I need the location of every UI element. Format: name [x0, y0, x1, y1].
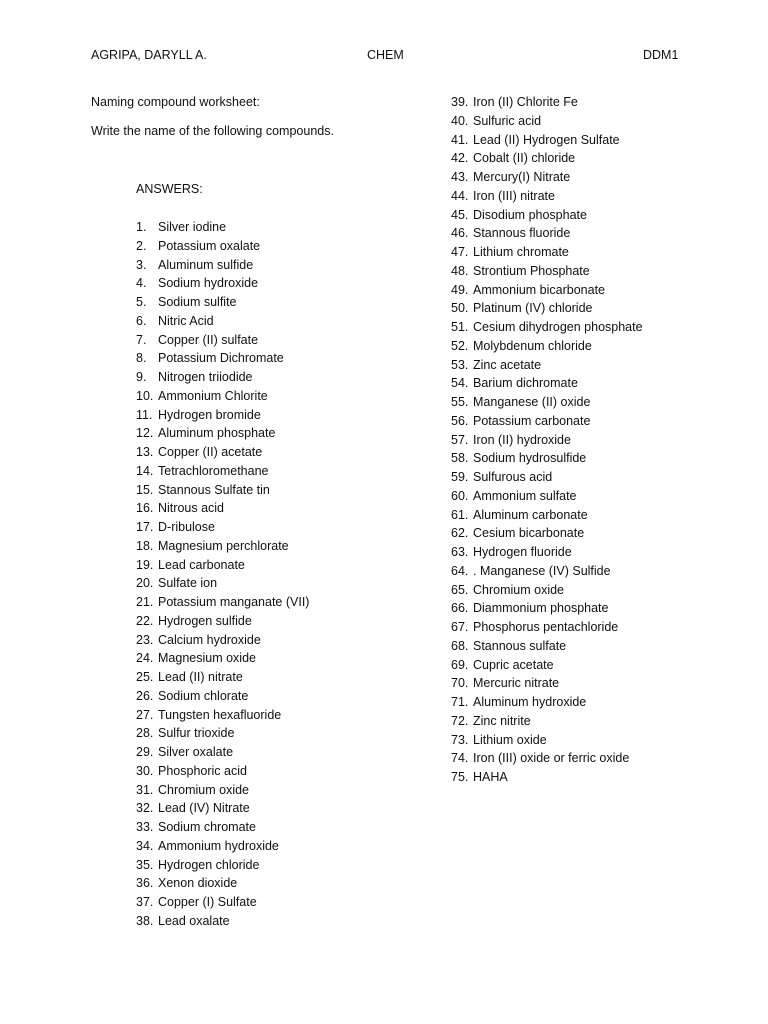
- answer-item: [136, 519, 309, 538]
- answer-text: . Manganese (IV) Sulfide: [473, 563, 611, 578]
- answer-number: 14.: [136, 463, 154, 478]
- answer-number: 60.: [451, 488, 469, 503]
- answer-text: Copper (II) acetate: [158, 445, 263, 459]
- answer-item: [136, 444, 309, 463]
- answer-text: Lead (II) nitrate: [158, 670, 243, 684]
- answer-number: 37.: [136, 895, 154, 909]
- answer-item: [451, 507, 643, 526]
- answer-item: [451, 713, 643, 732]
- answer-text: Ammonium hydroxide: [158, 838, 279, 853]
- answer-text: Platinum (IV) chloride: [473, 301, 593, 316]
- section-label: DDM1: [643, 48, 679, 62]
- answer-number: 73.: [451, 732, 469, 747]
- answer-text: Sulfate ion: [158, 576, 218, 591]
- answer-text: Sulfurous acid: [473, 470, 553, 484]
- answer-text: Lithium chromate: [473, 245, 569, 259]
- answer-text: Barium dichromate: [473, 376, 578, 391]
- answer-text: Aluminum phosphate: [158, 426, 276, 441]
- answer-item: [136, 557, 309, 576]
- answer-number: 32.: [136, 801, 154, 816]
- answer-item: [451, 357, 643, 376]
- answer-number: 29.: [136, 745, 154, 759]
- answer-number: 62.: [451, 526, 469, 541]
- answer-item: [136, 313, 309, 332]
- answer-number: 66.: [451, 601, 469, 616]
- subject-label: CHEM: [367, 48, 404, 62]
- answer-item: [451, 338, 643, 357]
- answer-text: Lithium oxide: [473, 732, 547, 747]
- answer-item: [136, 800, 309, 819]
- answer-item: [136, 425, 309, 444]
- answer-number: 30.: [136, 763, 154, 778]
- answer-text: Cupric acetate: [473, 657, 554, 672]
- answer-number: 53.: [451, 357, 469, 372]
- answer-number: 56.: [451, 413, 469, 428]
- answer-number: 24.: [136, 651, 154, 666]
- answer-item: [136, 538, 309, 557]
- answer-number: 19.: [136, 557, 154, 572]
- answer-number: 1.: [136, 220, 147, 234]
- answer-number: 58.: [451, 451, 469, 466]
- answer-number: 13.: [136, 445, 154, 459]
- answer-number: 61.: [451, 507, 469, 522]
- answer-item: [451, 675, 643, 694]
- worksheet-instruction: Write the name of the following compounds.: [91, 124, 334, 138]
- answer-item: [136, 782, 309, 801]
- answer-item: [136, 669, 309, 688]
- answer-text: Chromium oxide: [158, 782, 250, 797]
- answer-item: [136, 369, 309, 388]
- answer-number: 65.: [451, 582, 469, 597]
- answer-text: Xenon dioxide: [158, 876, 238, 891]
- answer-number: 21.: [136, 595, 154, 609]
- answer-item: [451, 113, 643, 132]
- answer-number: 69.: [451, 657, 469, 672]
- answer-item: [136, 819, 309, 838]
- answer-item: [451, 750, 643, 769]
- answer-item: [136, 388, 309, 407]
- answer-number: 75.: [451, 770, 469, 784]
- answer-text: Tetrachloromethane: [158, 463, 269, 478]
- answer-number: 54.: [451, 376, 469, 391]
- answer-text: Lead (IV) Nitrate: [158, 801, 250, 816]
- answer-number: 8.: [136, 351, 147, 366]
- answer-number: 57.: [451, 432, 469, 447]
- answer-item: [451, 619, 643, 638]
- answer-item: [451, 263, 643, 282]
- answer-text: Copper (I) Sulfate: [158, 895, 257, 909]
- answer-number: 63.: [451, 545, 469, 559]
- answer-text: Phosphorus pentachloride: [473, 620, 619, 634]
- answer-text: Molybdenum chloride: [473, 338, 592, 353]
- answer-number: 45.: [451, 207, 469, 222]
- answer-number: 48.: [451, 263, 469, 278]
- answer-number: 10.: [136, 388, 154, 403]
- answer-item: [451, 225, 643, 244]
- answer-number: 47.: [451, 245, 469, 259]
- answer-text: Iron (II) Chlorite Fe: [473, 95, 578, 109]
- answer-item: [136, 763, 309, 782]
- answer-number: 55.: [451, 395, 469, 409]
- answer-item: [451, 469, 643, 488]
- answer-text: Cesium dihydrogen phosphate: [473, 320, 643, 334]
- answer-text: Copper (II) sulfate: [158, 332, 259, 347]
- answer-item: [451, 694, 643, 713]
- answer-number: 67.: [451, 620, 469, 634]
- answer-text: Magnesium perchlorate: [158, 538, 289, 553]
- answer-number: 26.: [136, 688, 154, 703]
- answer-text: Potassium oxalate: [158, 238, 261, 253]
- answer-text: Stannous fluoride: [473, 226, 571, 241]
- answer-number: 50.: [451, 301, 469, 316]
- answer-text: Lead (II) Hydrogen Sulfate: [473, 132, 620, 147]
- answer-item: [451, 732, 643, 751]
- answer-number: 72.: [451, 713, 469, 728]
- answer-text: Cesium bicarbonate: [473, 526, 585, 541]
- answer-number: 64.: [451, 563, 469, 578]
- answer-item: [136, 613, 309, 632]
- answer-text: Calcium hydroxide: [158, 632, 261, 647]
- answer-number: 16.: [136, 501, 154, 516]
- answer-number: 12.: [136, 426, 154, 441]
- answer-item: [451, 394, 643, 413]
- answer-item: [451, 375, 643, 394]
- answer-text: Ammonium Chlorite: [158, 388, 268, 403]
- answer-number: 17.: [136, 520, 154, 534]
- answer-number: 7.: [136, 332, 147, 347]
- answer-number: 70.: [451, 676, 469, 691]
- answer-text: Hydrogen fluoride: [473, 545, 572, 559]
- answer-number: 6.: [136, 313, 147, 328]
- answer-item: [136, 482, 309, 501]
- answer-item: [451, 600, 643, 619]
- answer-item: [451, 638, 643, 657]
- answer-item: [451, 582, 643, 601]
- answer-number: 36.: [136, 876, 154, 891]
- answer-text: Sodium hydrosulfide: [473, 451, 587, 466]
- answer-item: [136, 257, 309, 276]
- answer-item: [136, 725, 309, 744]
- answer-item: [451, 563, 643, 582]
- answer-number: 11.: [136, 407, 153, 422]
- answer-item: [136, 707, 309, 726]
- answer-text: Nitric Acid: [158, 313, 214, 328]
- answer-text: Hydrogen bromide: [158, 407, 261, 422]
- answer-number: 33.: [136, 820, 154, 834]
- answer-number: 46.: [451, 226, 469, 241]
- answer-item: [136, 463, 309, 482]
- answer-text: Mercuric nitrate: [473, 676, 560, 691]
- answer-item: [451, 244, 643, 263]
- answer-text: D-ribulose: [158, 520, 215, 534]
- answer-text: Mercury(I) Nitrate: [473, 170, 571, 184]
- answer-text: Sodium hydroxide: [158, 276, 259, 291]
- student-name: AGRIPA, DARYLL A.: [91, 48, 207, 62]
- answer-item: [136, 744, 309, 763]
- answer-text: Stannous Sulfate tin: [158, 482, 270, 497]
- answer-text: Iron (III) nitrate: [473, 188, 555, 203]
- answers-list-left: [136, 219, 309, 932]
- answer-item: [136, 594, 309, 613]
- answer-item: [451, 300, 643, 319]
- answer-text: Nitrous acid: [158, 501, 224, 516]
- answer-text: Cobalt (II) chloride: [473, 151, 576, 166]
- answer-text: Phosphoric acid: [158, 763, 247, 778]
- answer-text: Zinc nitrite: [473, 713, 531, 728]
- answer-item: [451, 207, 643, 226]
- answer-text: Sodium sulfite: [158, 295, 237, 309]
- answer-item: [451, 432, 643, 451]
- answer-number: 23.: [136, 632, 154, 647]
- answer-text: Zinc acetate: [473, 357, 542, 372]
- answer-item: [136, 500, 309, 519]
- answer-number: 71.: [451, 695, 469, 709]
- answer-item: [136, 894, 309, 913]
- answer-item: [451, 769, 643, 788]
- answer-item: [136, 575, 309, 594]
- answer-item: [136, 219, 309, 238]
- answer-text: Potassium manganate (VII): [158, 595, 310, 609]
- answer-item: [136, 332, 309, 351]
- answer-text: Sodium chlorate: [158, 688, 249, 703]
- answer-text: Silver oxalate: [158, 745, 234, 759]
- answer-text: Manganese (II) oxide: [473, 395, 591, 409]
- answer-item: [451, 544, 643, 563]
- answer-number: 27.: [136, 707, 154, 722]
- answer-number: 31.: [136, 782, 154, 797]
- answer-text: Disodium phosphate: [473, 207, 587, 222]
- answer-item: [136, 275, 309, 294]
- answer-text: Hydrogen chloride: [158, 857, 260, 872]
- answer-number: 49.: [451, 282, 469, 297]
- answer-number: 52.: [451, 338, 469, 353]
- answer-item: [136, 238, 309, 257]
- answer-text: Chromium oxide: [473, 582, 565, 597]
- answer-number: 51.: [451, 320, 469, 334]
- answer-text: Nitrogen triiodide: [158, 370, 253, 384]
- worksheet-title: Naming compound worksheet:: [91, 95, 260, 109]
- answer-number: 2.: [136, 238, 147, 253]
- answer-item: [136, 913, 309, 932]
- answer-number: 44.: [451, 188, 469, 203]
- answer-number: 34.: [136, 838, 154, 853]
- answer-number: 40.: [451, 113, 469, 128]
- answer-item: [451, 413, 643, 432]
- answer-text: HAHA: [473, 770, 508, 784]
- answer-item: [451, 525, 643, 544]
- answer-number: 38.: [136, 913, 154, 928]
- answer-text: Sulfuric acid: [473, 113, 542, 128]
- answer-item: [451, 132, 643, 151]
- answer-text: Lead carbonate: [158, 557, 245, 572]
- answer-item: [451, 150, 643, 169]
- answer-item: [136, 838, 309, 857]
- answer-text: Aluminum hydroxide: [473, 695, 587, 709]
- answers-heading: ANSWERS:: [136, 182, 203, 196]
- answer-text: Hydrogen sulfide: [158, 613, 252, 628]
- answer-number: 22.: [136, 613, 154, 628]
- answer-number: 5.: [136, 295, 147, 309]
- answer-text: Iron (II) hydroxide: [473, 432, 571, 447]
- answer-number: 4.: [136, 276, 147, 291]
- answer-text: Aluminum sulfide: [158, 257, 254, 272]
- answer-item: [451, 319, 643, 338]
- answer-number: 25.: [136, 670, 154, 684]
- answer-number: 68.: [451, 638, 469, 653]
- answer-item: [136, 350, 309, 369]
- answer-text: Aluminum carbonate: [473, 507, 588, 522]
- answer-item: [136, 857, 309, 876]
- answer-number: 39.: [451, 95, 469, 109]
- answer-item: [451, 488, 643, 507]
- answers-list-right: [451, 94, 643, 788]
- answer-number: 18.: [136, 538, 154, 553]
- answer-item: [451, 188, 643, 207]
- answer-item: [451, 169, 643, 188]
- answer-number: 59.: [451, 470, 469, 484]
- answer-text: Lead oxalate: [158, 913, 230, 928]
- answer-item: [136, 294, 309, 313]
- answer-number: 74.: [451, 751, 469, 766]
- answer-text: Silver iodine: [158, 220, 227, 234]
- answer-text: Magnesium oxide: [158, 651, 256, 666]
- answer-number: 3.: [136, 257, 147, 272]
- answer-item: [451, 282, 643, 301]
- answer-number: 28.: [136, 726, 154, 741]
- answer-number: 35.: [136, 857, 154, 872]
- answer-item: [451, 657, 643, 676]
- answer-text: Potassium Dichromate: [158, 351, 284, 366]
- answer-number: 42.: [451, 151, 469, 166]
- answer-item: [136, 407, 309, 426]
- answer-item: [136, 650, 309, 669]
- answer-item: [136, 875, 309, 894]
- answer-text: Ammonium sulfate: [473, 488, 577, 503]
- answer-number: 43.: [451, 170, 469, 184]
- answer-text: Strontium Phosphate: [473, 263, 590, 278]
- answer-text: Stannous sulfate: [473, 638, 567, 653]
- answer-number: 15.: [136, 482, 154, 497]
- answer-number: 9.: [136, 370, 147, 384]
- answer-text: Ammonium bicarbonate: [473, 282, 606, 297]
- answer-text: Potassium carbonate: [473, 413, 591, 428]
- answer-text: Sodium chromate: [158, 820, 256, 834]
- answer-item: [451, 94, 643, 113]
- answer-number: 41.: [451, 132, 469, 147]
- answer-number: 20.: [136, 576, 154, 591]
- answer-text: Tungsten hexafluoride: [158, 707, 282, 722]
- answer-text: Iron (III) oxide or ferric oxide: [473, 751, 630, 766]
- answer-item: [136, 632, 309, 651]
- answer-text: Sulfur trioxide: [158, 726, 235, 741]
- answer-text: Diammonium phosphate: [473, 601, 609, 616]
- answer-item: [451, 450, 643, 469]
- answer-item: [136, 688, 309, 707]
